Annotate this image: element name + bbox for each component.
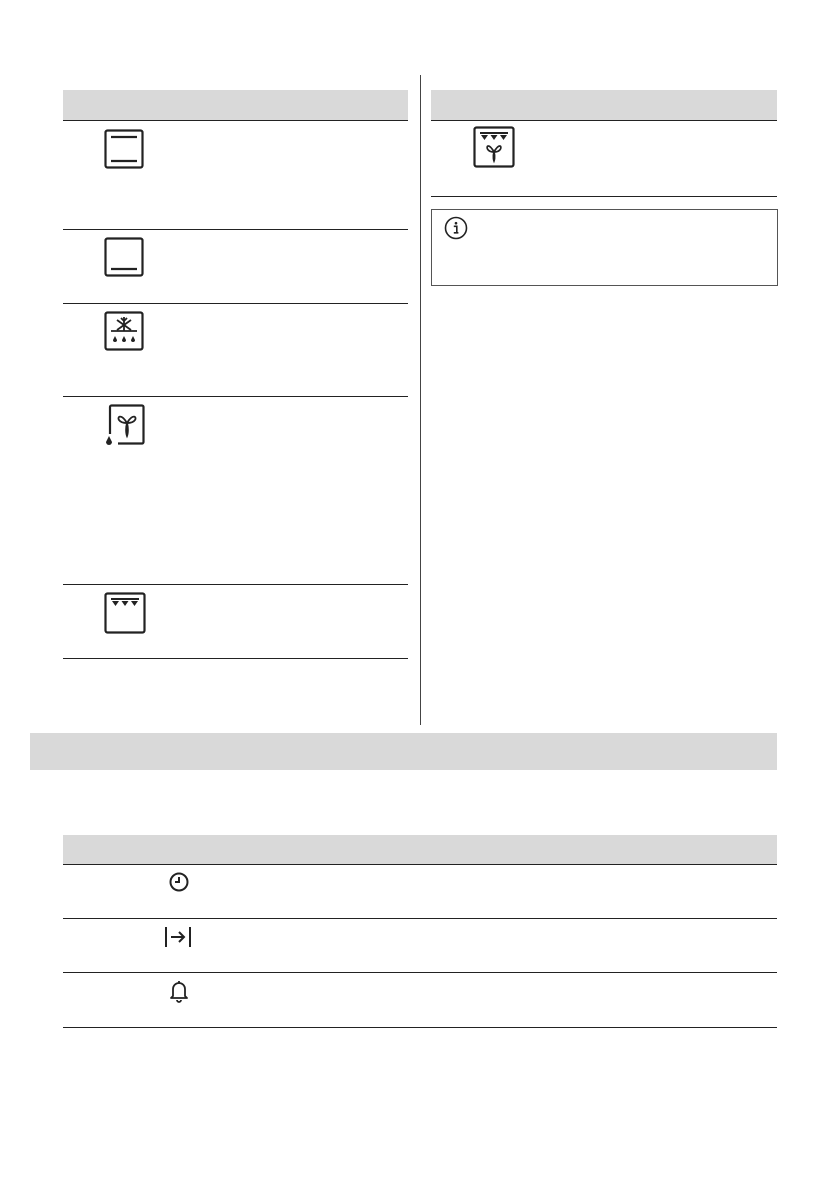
row-divider [63, 584, 408, 585]
end-time-icon [163, 925, 193, 949]
bell-icon [169, 979, 189, 1003]
row-divider [63, 303, 408, 304]
bottom-heat-icon [104, 237, 144, 277]
grill-icon [104, 592, 146, 634]
column-separator [420, 75, 421, 725]
clock-icon [168, 871, 190, 893]
defrost-icon [104, 311, 144, 351]
right-table-bottom-rule [431, 196, 777, 197]
row-divider [63, 972, 777, 973]
conventional-cooking-icon [104, 129, 144, 169]
left-table-header [63, 90, 408, 121]
right-table-header [431, 90, 777, 121]
fan-grill-icon [473, 126, 515, 168]
moist-fan-baking-icon [104, 404, 146, 448]
section-band [30, 733, 777, 770]
row-divider [63, 229, 408, 230]
info-icon [444, 216, 468, 245]
left-table-bottom-rule [63, 658, 408, 659]
clock-table-bottom-rule [63, 1027, 777, 1028]
clock-table-header [63, 835, 777, 865]
row-divider [63, 918, 777, 919]
info-note-box [431, 209, 778, 286]
row-divider [63, 396, 408, 397]
